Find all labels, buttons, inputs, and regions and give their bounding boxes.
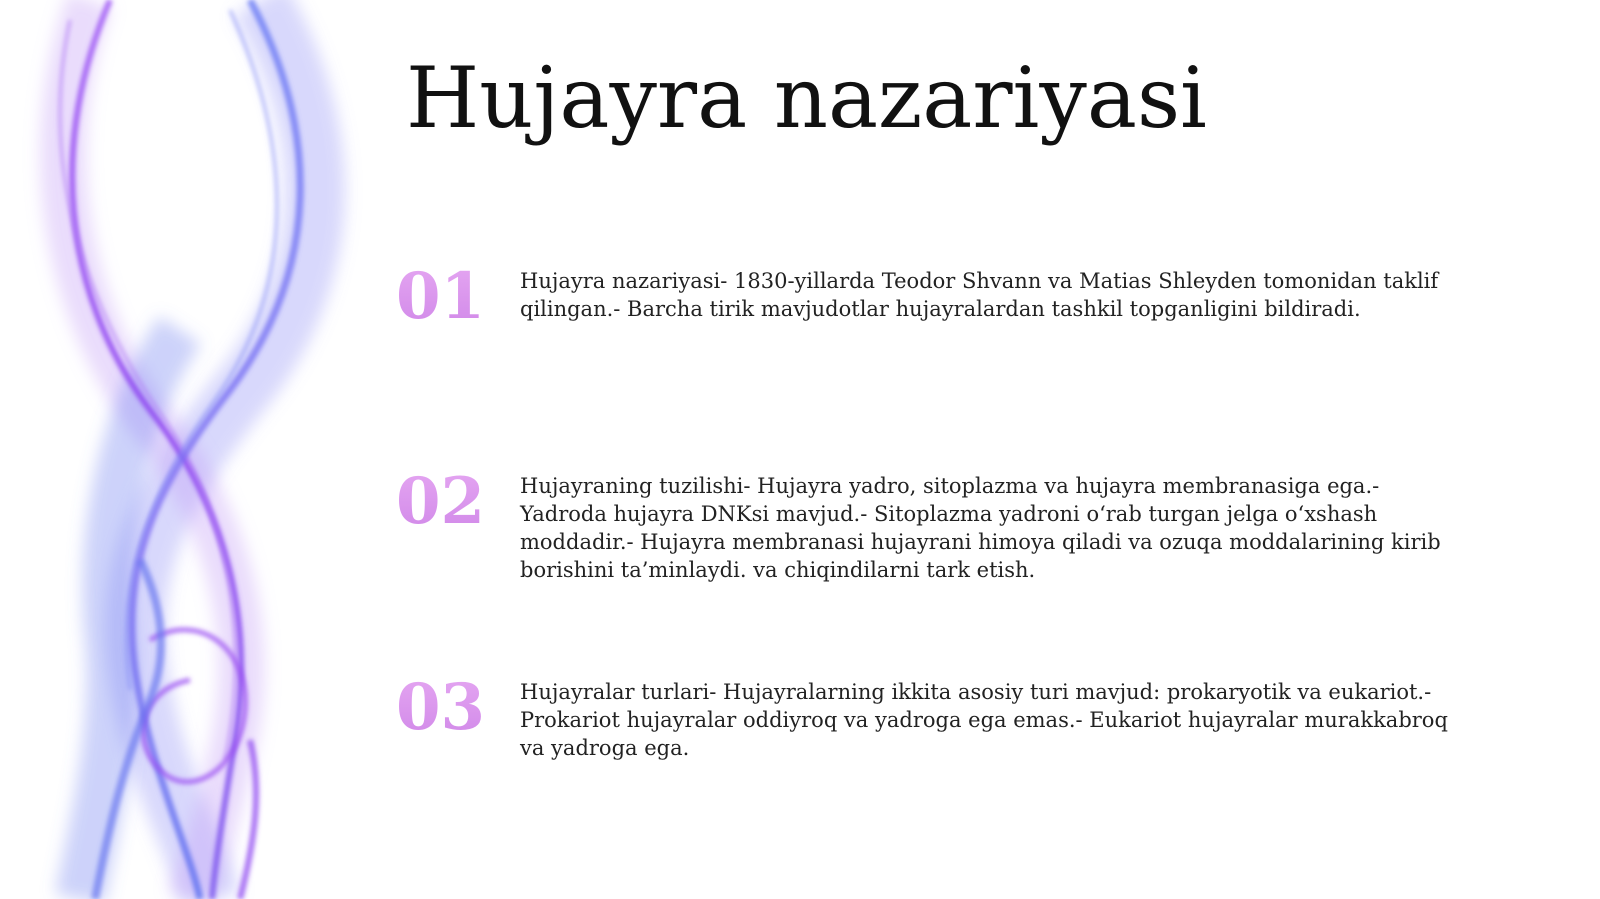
- item-text: Hujayralar turlari- Hujayralarning ikkita asosiy turi mavjud: prokaryotik va eukariot.- Prokariot hujayralar oddiyroq va yadroga ega emas.- Eukariot hujayralar murakkabroq va yadroga ega.: [520, 680, 1448, 760]
- item-text: Hujayra nazariyasi- 1830-yillarda Teodor Shvann va Matias Shleyden tomonidan taklif qilingan.- Barcha tirik mavjudotlar hujayralardan tashkil topganligini bildiradi.: [520, 269, 1439, 321]
- item-number: 01: [396, 257, 506, 337]
- item-number: 03: [396, 668, 506, 748]
- list-item: [396, 259, 1556, 417]
- purple-smoke-wave-icon: [0, 0, 400, 899]
- list-item: [396, 670, 1556, 828]
- item-number: 02: [396, 462, 506, 542]
- slide-title: Hujayra nazariyasi: [406, 49, 1207, 147]
- list-item: [396, 464, 1556, 622]
- item-text: Hujayraning tuzilishi- Hujayra yadro, sitoplazma va hujayra membranasiga ega.- Yadroda hujayra DNKsi mavjud.- Sitoplazma yadroni o‘rab turgan jelga o‘xshash moddadir.- Hujayra membranasi hujayrani himoya qiladi va ozuqa moddalarining kirib borishini ta’minlaydi. va chiqindilarni tark etish.: [520, 474, 1441, 582]
